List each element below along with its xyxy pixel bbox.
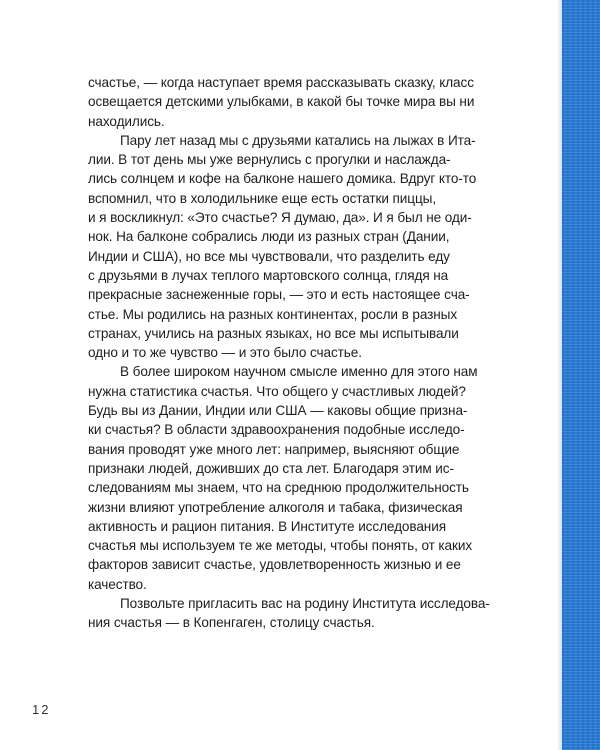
text-line: лись солнцем и кофе на балконе нашего домика. Вдруг кто-то: [88, 171, 477, 187]
text-line: активность и рацион питания. В Институте исследования: [88, 518, 446, 534]
text-line: ния счастья — в Копенгаген, столицу счастья.: [88, 615, 375, 631]
text-line: стье. Мы родились на разных континентах, росли в разных: [88, 306, 458, 322]
text-line: Будь вы из Дании, Индии или США — каковы общие призна-: [88, 403, 468, 419]
text-line: находились.: [88, 113, 165, 129]
paragraph-start: Позвольте пригласить вас на родину Института исследова-: [120, 596, 490, 612]
text-line: факторов зависит счастье, удовлетворенность жизнью и ее: [88, 557, 461, 573]
paragraph-start: Пару лет назад мы с друзьями катались на лыжах в Ита-: [120, 132, 476, 148]
text-line: признаки людей, доживших до ста лет. Благодаря этим ис-: [88, 460, 454, 476]
body-text: [88, 73, 518, 633]
text-line: вспомнил, что в холодильнике еще есть остатки пиццы,: [88, 190, 437, 206]
page-number: 12: [32, 702, 51, 717]
paragraph-start: В более широком научном смысле именно для этого нам: [120, 364, 478, 380]
text-line: счастье, — когда наступает время рассказывать сказку, класс: [88, 75, 474, 90]
text-line: одно и то же чувство — и это было счастье.: [88, 345, 362, 361]
text-line: и я воскликнул: «Это счастье? Я думаю, да». И я был не оди-: [88, 210, 472, 226]
text-line: счастья мы используем те же методы, чтобы понять, от каких: [88, 538, 473, 554]
text-line: странах, учились на разных языках, но все мы испытывали: [88, 325, 459, 341]
text-line: ки счастья? В области здравоохранения подобные исследо-: [88, 422, 465, 438]
text-line: прекрасные заснеженные горы, — это и есть настоящее сча-: [88, 287, 470, 303]
text-line: освещается детскими улыбками, в какой бы точке мира вы ни: [88, 94, 475, 110]
text-line: вания проводят уже много лет: например, выясняют общие: [88, 441, 460, 457]
text-line: Индии и США), но все мы чувствовали, что разделить еду: [88, 248, 450, 264]
text-line: следованиям мы знаем, что на среднюю продолжительность: [88, 480, 469, 496]
text-line: с друзьями в лучах теплого мартовского солнца, глядя на: [88, 267, 449, 283]
text-line: лии. В тот день мы уже вернулись с прогулки и наслажда-: [88, 152, 451, 168]
text-line: жизни влияют употребление алкоголя и табака, физическая: [88, 499, 463, 515]
text-line: нужна статистика счастья. Что общего у счастливых людей?: [88, 383, 466, 399]
text-line: качество.: [88, 576, 147, 592]
blue-side-strip: [562, 0, 600, 750]
text-line: нок. На балконе собрались люди из разных стран (Дании,: [88, 229, 450, 245]
